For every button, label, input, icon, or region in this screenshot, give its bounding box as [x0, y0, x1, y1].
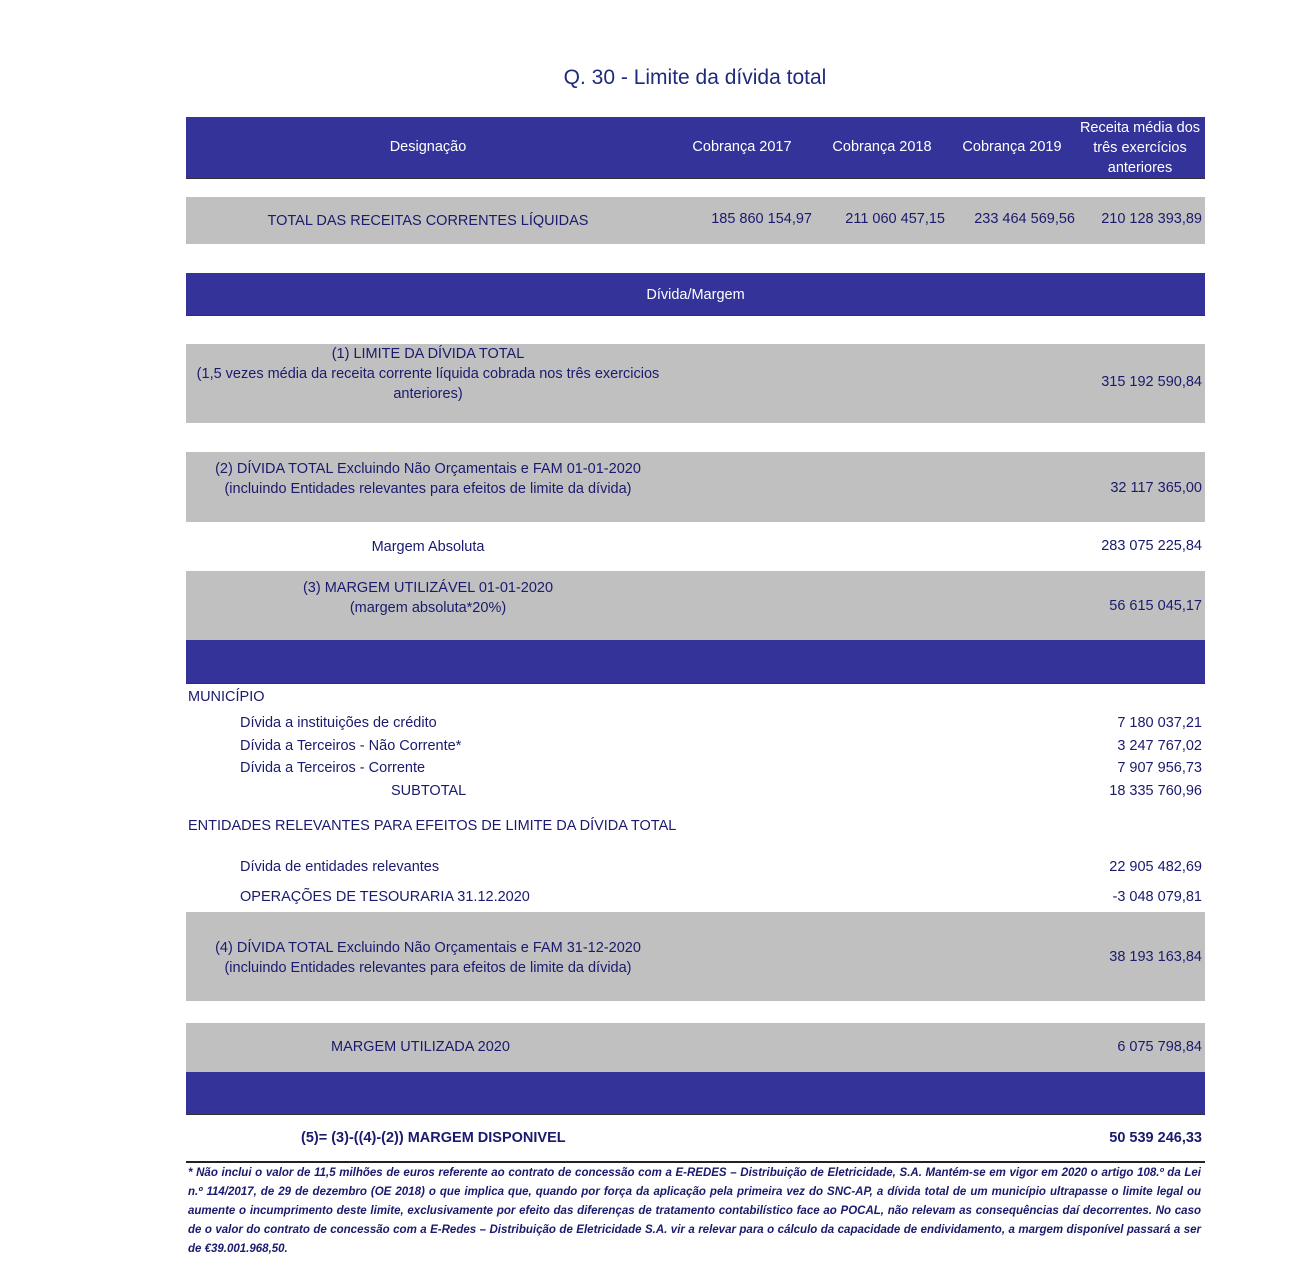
margem-utilizada-value: 6 075 798,84	[1117, 1039, 1202, 1055]
municipio-heading: MUNICÍPIO	[188, 689, 265, 705]
subtotal-value: 18 335 760,96	[1109, 783, 1202, 799]
divida-inicio-line1: (2) DÍVIDA TOTAL Excluindo Não Orçamentais e FAM 01-01-2020	[215, 461, 641, 477]
total-receitas-2018: 211 060 457,15	[845, 211, 945, 227]
municipio-row-label: Dívida a Terceiros - Corrente	[240, 760, 426, 776]
limite-value: 315 192 590,84	[1101, 374, 1202, 390]
subtotal-label: SUBTOTAL	[391, 783, 467, 799]
divider	[186, 683, 1205, 684]
margem-utilizavel-label	[186, 578, 670, 618]
divida-margem-band	[186, 273, 1205, 315]
total-receitas-2019: 233 464 569,56	[974, 211, 1075, 227]
divida-fim-value: 38 193 163,84	[1109, 949, 1202, 965]
divida-margem-label: Dívida/Margem	[646, 287, 745, 303]
total-receitas-label: TOTAL DAS RECEITAS CORRENTES LÍQUIDAS	[267, 213, 589, 229]
tesouraria-label: OPERAÇÕES DE TESOURARIA 31.12.2020	[240, 889, 530, 905]
separator-band	[186, 1072, 1205, 1114]
divida-inicio-value: 32 117 365,00	[1110, 480, 1202, 496]
municipio-row-value: 7 180 037,21	[1117, 715, 1202, 731]
header-receita-media: Receita média dos três exercícios anteriores	[1079, 120, 1201, 176]
entidades-divida-value: 22 905 482,69	[1109, 859, 1202, 875]
margem-disponivel-label: (5)= (3)-((4)-(2)) MARGEM DISPONIVEL	[301, 1130, 566, 1146]
margem-utilizada-label: MARGEM UTILIZADA 2020	[331, 1039, 510, 1055]
margem-absoluta-value: 283 075 225,84	[1101, 538, 1202, 554]
total-receitas-2017: 185 860 154,97	[711, 211, 812, 227]
divider	[186, 315, 1205, 316]
divider	[186, 178, 1205, 179]
entidades-heading: ENTIDADES RELEVANTES PARA EFEITOS DE LIMITE DA DÍVIDA TOTAL	[188, 818, 677, 834]
margem-utilizavel-line2: (margem absoluta*20%)	[349, 600, 507, 616]
divider	[186, 1114, 1205, 1115]
limite-line1: (1) LIMITE DA DÍVIDA TOTAL	[331, 346, 525, 362]
header-designacao: Designação	[389, 139, 467, 155]
limite-label	[186, 344, 670, 404]
header-cobranca-2017: Cobrança 2017	[692, 139, 792, 155]
margem-absoluta-label: Margem Absoluta	[371, 539, 485, 555]
total-receitas-media: 210 128 393,89	[1101, 211, 1202, 227]
limite-line2: (1,5 vezes média da receita corrente líquida cobrada nos três exercicios anteriores)	[196, 366, 660, 402]
margem-utilizavel-value: 56 615 045,17	[1109, 598, 1202, 614]
municipio-row-label: Dívida a instituições de crédito	[240, 715, 437, 731]
page-title: Q. 30 - Limite da dívida total	[563, 66, 827, 89]
municipio-row-label: Dívida a Terceiros - Não Corrente*	[240, 738, 462, 754]
municipio-row-value: 3 247 767,02	[1117, 738, 1202, 754]
tesouraria-value: -3 048 079,81	[1112, 889, 1202, 905]
table-header	[186, 117, 1205, 178]
separator-band	[186, 640, 1205, 683]
municipio-row-value: 7 907 956,73	[1117, 760, 1202, 776]
divida-fim-line2: (incluindo Entidades relevantes para efeitos de limite da dívida)	[224, 960, 632, 976]
divida-inicio-label	[186, 459, 670, 499]
divida-inicio-line2: (incluindo Entidades relevantes para efeitos de limite da dívida)	[224, 481, 632, 497]
entidades-divida-label: Dívida de entidades relevantes	[240, 859, 440, 875]
margem-disponivel-value: 50 539 246,33	[1109, 1130, 1202, 1146]
divida-fim-line1: (4) DÍVIDA TOTAL Excluindo Não Orçamentais e FAM 31-12-2020	[215, 940, 641, 956]
divida-fim-label	[186, 938, 670, 978]
margem-utilizavel-line1: (3) MARGEM UTILIZÁVEL 01-01-2020	[302, 580, 554, 596]
divider	[186, 1161, 1205, 1163]
header-cobranca-2019: Cobrança 2019	[962, 139, 1062, 155]
header-cobranca-2018: Cobrança 2018	[832, 139, 932, 155]
footnote: * Não inclui o valor de 11,5 milhões de euros referente ao contrato de concessão com a E-REDES – Distribuição de Eletricidade, S.A. Mantém-se em vigor em 2020 o artigo 108.º da Lei n.º 114/2017, de 29 de dezembro (OE 2018) o que implica que, quando por força da aplicação pela primeira vez do SNC-AP, a dívida total de um município ultrapasse o limite legal ou aumente o incumprimento deste limite, exclusivamente por efeito das diferenças de tratamento contabilístico face ao POCAL, não relevam as consequências daí decorrentes. No caso de o valor do contrato de concessão com a E-Redes – Distribuição de Eletricidade S.A. vir a relevar para o cálculo da capacidade de endividamento, a margem disponível passará a ser de €39.001.968,50.	[188, 1167, 1201, 1255]
